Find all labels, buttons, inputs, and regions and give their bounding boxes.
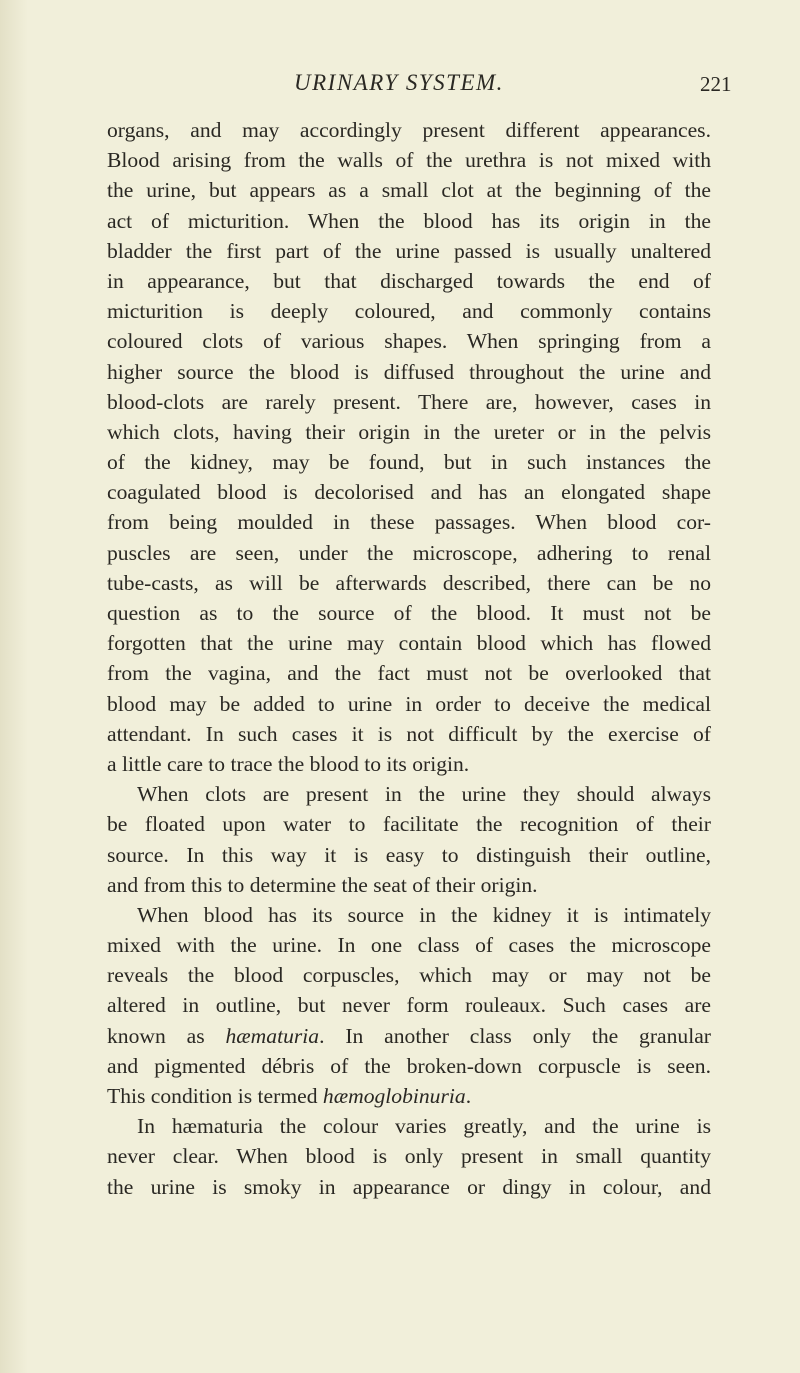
term-haematuria: hæmaturia <box>225 1023 320 1048</box>
text-line: In hæmaturia the colour varies greatly, and the urine is <box>137 1114 711 1139</box>
text-line: mixed with the urine. In one class of cases the microscope <box>107 933 711 958</box>
text-line: of the kidney, may be found, but in such instances the <box>107 450 711 475</box>
text-line: forgotten that the urine may contain blood which has flowed <box>107 631 711 656</box>
text-line: act of micturition. When the blood has its origin in the <box>107 208 711 233</box>
text-line: and pigmented débris of the broken-down corpuscle is seen. <box>107 1053 711 1078</box>
paragraph-3 <box>107 900 711 1111</box>
text-line: organs, and may accordingly present different appearances. <box>107 118 711 142</box>
term-haemoglobinuria: hæmoglobinuria <box>322 1084 466 1108</box>
text-line: higher source the blood is diffused throughout the urine and <box>107 359 711 384</box>
text-line: tube-casts, as will be afterwards described, there can be no <box>107 570 711 595</box>
text-line: Blood arising from the walls of the urethra is not mixed with <box>107 148 711 173</box>
text-line: be floated upon water to facilitate the recognition of their <box>107 812 711 837</box>
running-head <box>0 62 800 102</box>
text-line: and from this to determine the seat of their origin. <box>107 872 538 897</box>
text-line: question as to the source of the blood. It must not be <box>107 601 711 625</box>
text-line: micturition is deeply coloured, and commonly contains <box>107 299 711 324</box>
text-line: reveals the blood corpuscles, which may or may not be <box>107 963 711 988</box>
text-line: blood-clots are rarely present. There are, however, cases in <box>107 389 711 414</box>
paragraph-1 <box>107 115 711 779</box>
text-line: coagulated blood is decolorised and has an elongated shape <box>107 480 711 505</box>
text-line: which clots, having their origin in the ureter or in the pelvis <box>107 419 711 444</box>
text-line: from the vagina, and the fact must not be overlooked that <box>107 661 711 686</box>
text-line: in appearance, but that discharged towards the end of <box>107 268 711 293</box>
text-line: When blood has its source in the kidney it is intimately <box>137 902 711 927</box>
text-run: known as <box>107 1023 226 1048</box>
text-run: This condition is termed <box>107 1084 323 1108</box>
text-run: . <box>465 1084 472 1108</box>
text-line: attendant. In such cases it is not difficult by the exercise of <box>107 721 711 746</box>
text-line: never clear. When blood is only present in small quantity <box>107 1144 711 1169</box>
paragraph-2 <box>107 779 711 900</box>
text-line: source. In this way it is easy to distinguish their outline, <box>107 842 711 867</box>
text-line: altered in outline, but never form rouleaux. Such cases are <box>107 993 711 1018</box>
running-title: URINARY SYSTEM. <box>294 70 504 95</box>
text-line: bladder the first part of the urine passed is usually unaltered <box>107 238 711 263</box>
paragraph-4 <box>107 1111 711 1202</box>
page-number: 221 <box>700 72 732 96</box>
text-line: the urine, but appears as a small clot at the beginning of the <box>107 178 711 203</box>
text-line: the urine is smoky in appearance or dingy in colour, and <box>107 1174 711 1199</box>
text-line: When clots are present in the urine they should always <box>137 782 711 807</box>
text-line: coloured clots of various shapes. When springing from a <box>107 329 711 354</box>
text-line: a little care to trace the blood to its origin. <box>107 751 470 776</box>
text-line <box>107 1081 711 1111</box>
text-line <box>107 1021 711 1051</box>
text-run: . In another class only the granular <box>319 1023 711 1048</box>
body-text <box>107 115 711 1202</box>
page-edge-shadow <box>0 0 28 1373</box>
text-line: blood may be added to urine in order to deceive the medical <box>107 691 711 716</box>
text-line: puscles are seen, under the microscope, adhering to renal <box>107 540 711 565</box>
text-line: from being moulded in these passages. When blood cor- <box>107 510 711 535</box>
